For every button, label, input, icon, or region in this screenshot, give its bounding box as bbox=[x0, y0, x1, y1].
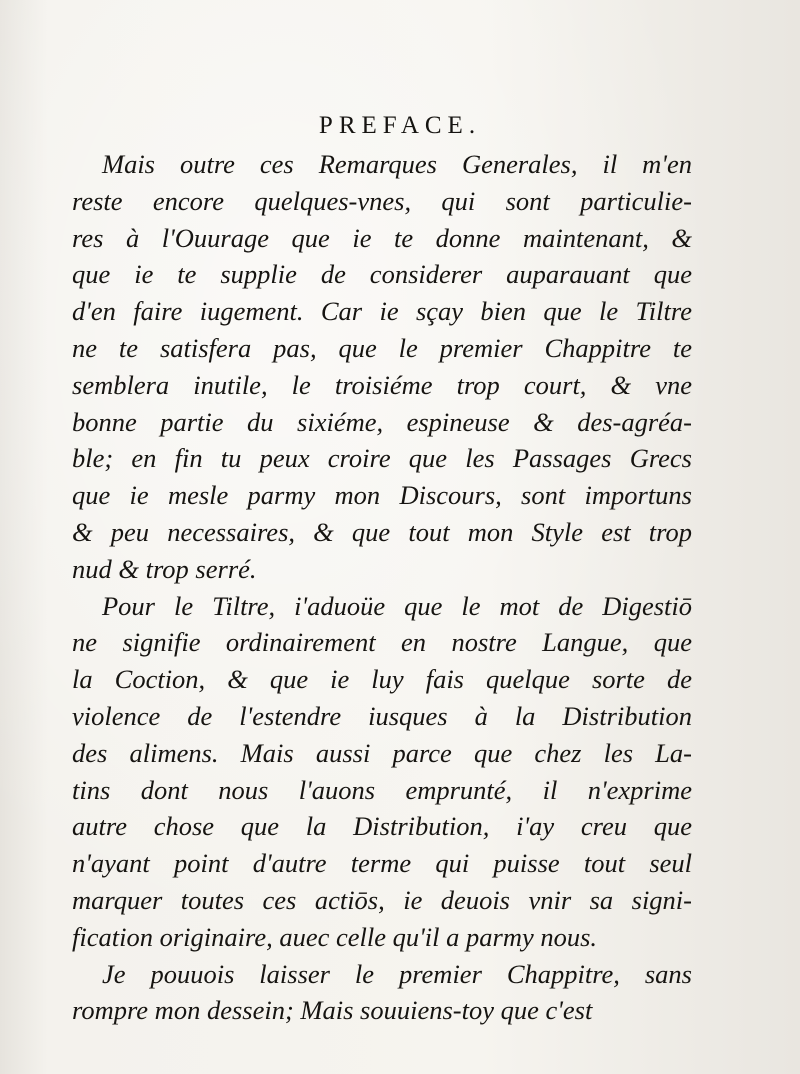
text-line: Mais outre ces Remarques Generales, il m'en bbox=[102, 149, 692, 179]
text-line: nud & trop serré. bbox=[72, 553, 257, 584]
text-line: violence de l'estendre iusques à la Distribution bbox=[72, 700, 692, 731]
body-text bbox=[72, 146, 692, 1029]
text-line: d'en faire iugement. Car ie sçay bien que le Tiltre bbox=[72, 296, 692, 327]
text-line: rompre mon dessein; Mais souuiens-toy que c'est bbox=[72, 995, 593, 1026]
text-line: fication originaire, auec celle qu'il a parmy nous. bbox=[72, 921, 598, 952]
text-line: ne te satisfera pas, que le premier Chappitre te bbox=[72, 332, 692, 363]
paragraph bbox=[72, 956, 692, 1030]
text-line: & peu necessaires, & que tout mon Style est trop bbox=[72, 516, 692, 547]
text-line: res à l'Ouurage que ie te donne maintenant, & bbox=[72, 222, 692, 253]
text-line: Pour le Tiltre, i'aduoüe que le mot de Digestiō bbox=[102, 590, 692, 621]
text-line: ne signifie ordinairement en nostre Langue, que bbox=[72, 627, 692, 658]
text-line: bonne partie du sixiéme, espineuse & des-agréa- bbox=[72, 406, 692, 437]
text-line: n'ayant point d'autre terme qui puisse tout seul bbox=[72, 848, 692, 879]
text-line: tins dont nous l'auons emprunté, il n'exprime bbox=[72, 774, 692, 805]
paragraph bbox=[72, 588, 692, 956]
text-line: que ie te supplie de considerer auparauant que bbox=[72, 259, 692, 290]
text-line: que ie mesle parmy mon Discours, sont importuns bbox=[72, 480, 692, 511]
text-line: marquer toutes ces actiōs, ie deuois vnir sa signi- bbox=[72, 884, 692, 915]
text-line: Je pouuois laisser le premier Chappitre, sans bbox=[102, 958, 692, 989]
text-line: autre chose que la Distribution, i'ay creu que bbox=[72, 811, 692, 842]
text-line: ble; en fin tu peux croire que les Passages Grecs bbox=[72, 443, 692, 474]
paragraph bbox=[72, 146, 692, 588]
page-title: PREFACE. bbox=[318, 112, 482, 139]
text-line: reste encore quelques-vnes, qui sont particulie- bbox=[72, 185, 692, 216]
text-line: des alimens. Mais aussi parce que chez les La- bbox=[72, 737, 692, 768]
text-line: la Coction, & que ie luy fais quelque sorte de bbox=[72, 664, 692, 695]
text-line: semblera inutile, le troisiéme trop court, & vne bbox=[72, 369, 692, 400]
